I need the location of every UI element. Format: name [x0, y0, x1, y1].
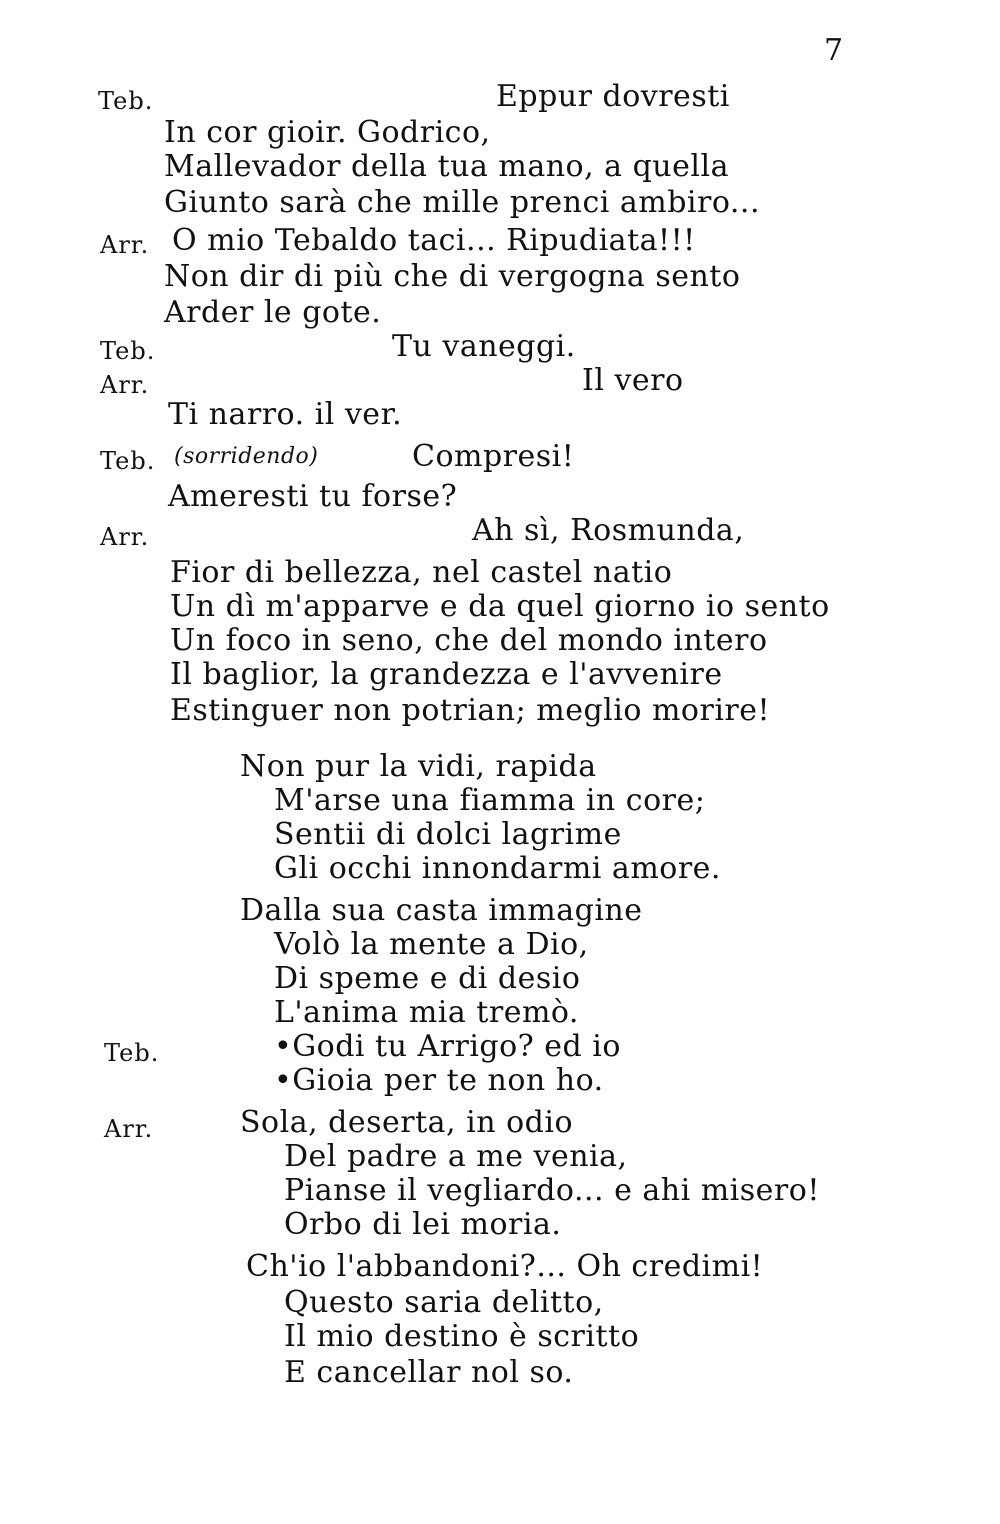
- verse-line: Non pur la vidi, rapida: [240, 749, 597, 784]
- verse-line: O mio Tebaldo taci... Ripudiata!!!: [172, 223, 696, 258]
- stage-direction: (sorridendo): [174, 444, 319, 469]
- verse-line: Questo saria delitto,: [284, 1285, 604, 1320]
- verse-line: Ti narro. il ver.: [168, 397, 403, 432]
- verse-line: Giunto sarà che mille prenci ambiro...: [164, 185, 761, 220]
- speaker-label: Arr.: [104, 1115, 154, 1143]
- verse-line: Arder le gote.: [164, 295, 382, 330]
- verse-line: Il baglior, la grandezza e l'avvenire: [170, 657, 723, 692]
- verse-line: Mallevador della tua mano, a quella: [164, 149, 729, 184]
- speaker-label: Arr.: [100, 231, 150, 259]
- verse-line: E cancellar nol so.: [284, 1355, 574, 1390]
- speaker-label: Teb.: [104, 1039, 160, 1067]
- verse-line: •Gioia per te non ho.: [274, 1063, 604, 1098]
- speaker-label: Teb.: [100, 447, 156, 475]
- verse-line: Sentii di dolci lagrime: [274, 817, 622, 852]
- verse-line: Un foco in seno, che del mondo intero: [170, 623, 768, 658]
- verse-line: Estinguer non potrian; meglio morire!: [170, 693, 771, 728]
- verse-line: M'arse una fiamma in core;: [274, 783, 706, 818]
- verse-line: L'anima mia tremò.: [274, 995, 579, 1030]
- verse-line: Di speme e di desio: [274, 961, 581, 996]
- verse-line: In cor gioir. Godrico,: [164, 115, 491, 150]
- verse-line: Gli occhi innondarmi amore.: [274, 851, 721, 886]
- speaker-label: Teb.: [100, 337, 156, 365]
- verse-line: Sola, deserta, in odio: [240, 1105, 574, 1140]
- verse-line: Eppur dovresti: [496, 79, 730, 114]
- verse-line: Dalla sua casta immagine: [240, 893, 643, 928]
- verse-line: Non dir di più che di vergogna sento: [164, 259, 741, 294]
- speaker-label: Arr.: [100, 523, 150, 551]
- verse-line: Fior di bellezza, nel castel natio: [170, 555, 673, 590]
- verse-line: Il vero: [582, 363, 684, 398]
- verse-line: Un dì m'apparve e da quel giorno io sento: [170, 589, 830, 624]
- verse-line: Ameresti tu forse?: [168, 479, 458, 514]
- verse-line: Volò la mente a Dio,: [274, 927, 589, 962]
- verse-line: Pianse il vegliardo... e ahi misero!: [284, 1173, 820, 1208]
- verse-line: Orbo di lei moria.: [284, 1207, 562, 1242]
- speaker-label: Teb.: [98, 87, 154, 115]
- verse-line: Del padre a me venia,: [284, 1139, 628, 1174]
- verse-line: Il mio destino è scritto: [284, 1319, 640, 1354]
- verse-line: Compresi!: [412, 439, 575, 474]
- verse-line: Ah sì, Rosmunda,: [472, 513, 745, 548]
- speaker-label: Arr.: [100, 371, 150, 399]
- verse-line: Ch'io l'abbandoni?... Oh credimi!: [246, 1249, 764, 1284]
- page-number: 7: [824, 33, 844, 68]
- verse-line: •Godi tu Arrigo? ed io: [274, 1029, 621, 1064]
- verse-line: Tu vaneggi.: [392, 329, 576, 364]
